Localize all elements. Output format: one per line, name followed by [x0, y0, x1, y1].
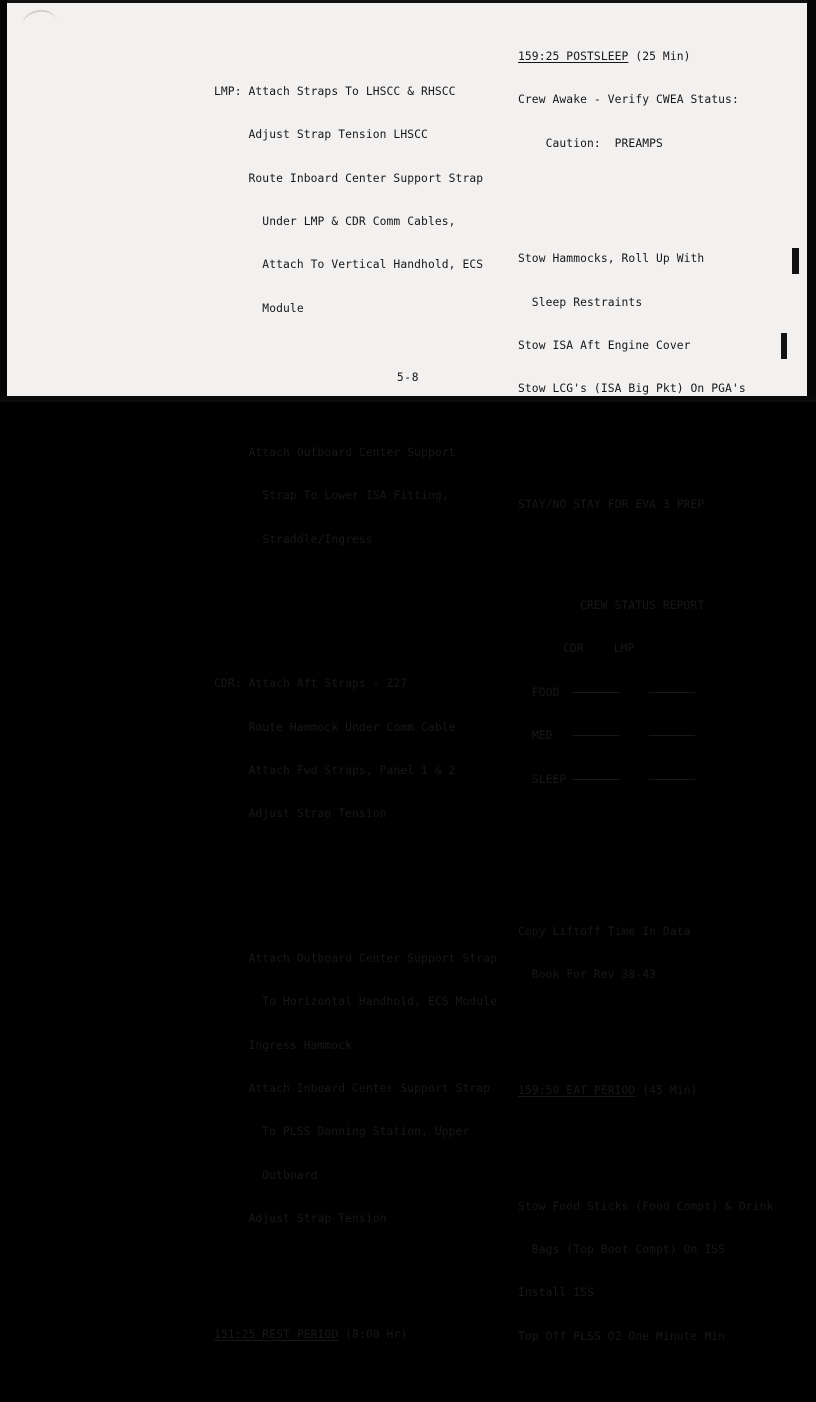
- lmp-outboard-line-2: Strap To Lower ISA Fitting,: [214, 489, 449, 503]
- cdr-support-straps-block: [214, 923, 497, 1255]
- row-label-med: MED: [531, 729, 553, 743]
- stow-line-4: Stow LCG's (ISA Big Pkt) On PGA's: [518, 382, 746, 396]
- scan-edge-left: [0, 0, 7, 402]
- postsleep-line-2: Caution: PREAMPS: [518, 136, 663, 150]
- right-column: [518, 21, 773, 1402]
- rest-period-duration: (8:00 Hr): [338, 1327, 408, 1341]
- stow-line-3: Stow ISA Aft Engine Cover: [518, 338, 691, 352]
- postsleep-line-1: Crew Awake - Verify CWEA Status:: [518, 93, 739, 107]
- food-lmp-blank[interactable]: [649, 692, 695, 693]
- crew-status-report: [518, 570, 773, 816]
- lmp-line-1: LMP: Attach Straps To LHSCC & RHSCC: [214, 84, 456, 98]
- cdr-line-2: Route Hammock Under Comm Cable: [214, 720, 456, 734]
- cdr-support-line-2: To Horizontal Handhold, ECS Module: [214, 995, 497, 1009]
- cdr-support-line-1: Attach Outboard Center Support Strap: [214, 951, 497, 965]
- cdr-support-line-6: Outboard: [214, 1168, 318, 1182]
- lmp-line-2: Adjust Strap Tension LHSCC: [214, 128, 428, 142]
- lmp-line-6: Module: [214, 301, 304, 315]
- rest-period-heading: [214, 1328, 497, 1342]
- food-cdr-blank[interactable]: [573, 692, 619, 693]
- med-cdr-blank[interactable]: [573, 735, 619, 736]
- lmp-outboard-line-1: Attach Outboard Center Support: [214, 446, 456, 460]
- eat-period-time: 159:50 EAT PERIOD: [518, 1084, 636, 1098]
- lmp-line-4: Under LMP & CDR Comm Cables,: [214, 214, 456, 228]
- crew-status-report-title: CREW STATUS REPORT: [580, 599, 705, 613]
- lmp-outboard-strap-block: [214, 417, 497, 576]
- spacer-r3: [518, 859, 773, 867]
- eat-period-duration: (45 Min): [635, 1084, 698, 1098]
- scan-edge-top: [0, 0, 816, 3]
- scan-artifact-upper: [792, 248, 799, 274]
- eat-line-3: Install ISS: [518, 1286, 594, 1300]
- row-label-sleep: SLEEP: [531, 772, 567, 786]
- copy-liftoff-block: [518, 896, 773, 1012]
- column-header-lmp: LMP: [613, 642, 635, 656]
- crew-status-row-food: [518, 686, 773, 700]
- spacer-2: [214, 605, 497, 619]
- lmp-line-3: Route Inboard Center Support Strap: [214, 171, 484, 185]
- left-column: [214, 27, 497, 1371]
- cdr-support-line-4: Attach Inboard Center Support Strap: [214, 1082, 491, 1096]
- crew-status-row-med: [518, 729, 773, 743]
- med-lmp-blank[interactable]: [649, 735, 695, 736]
- eat-period-heading: [518, 1084, 773, 1098]
- crew-status-row-sleep: [518, 773, 773, 787]
- cdr-line-4: Adjust Strap Tension: [214, 807, 387, 821]
- scan-smudge: [21, 8, 57, 29]
- spacer-r2: [518, 455, 773, 469]
- page-number: 5-8: [396, 371, 420, 384]
- copy-liftoff-line-2: Book For Rev 38-43: [518, 968, 657, 982]
- cdr-support-line-5: To PLSS Donning Station, Upper: [214, 1125, 470, 1139]
- copy-liftoff-line-1: Copy Liftoff Time In Data: [518, 925, 691, 939]
- postsleep-duration: (25 Min): [628, 49, 691, 63]
- cdr-support-line-3: Ingress Hammock: [214, 1038, 353, 1052]
- cdr-line-3: Attach Fwd Straps, Panel 1 & 2: [214, 764, 456, 778]
- postsleep-heading: [518, 50, 773, 64]
- column-header-cdr: CDR: [563, 642, 584, 656]
- lmp-outboard-line-3: Straddle/Ingress: [214, 532, 373, 546]
- stow-line-2: Sleep Restraints: [518, 295, 643, 309]
- rest-period-time: 151:25 REST PERIOD: [214, 1327, 339, 1341]
- spacer-3: [214, 880, 497, 894]
- row-label-food: FOOD: [531, 685, 560, 699]
- stay-no-stay-line: STAY/NO STAY FOR EVA 3 PREP: [518, 497, 705, 511]
- cdr-support-line-7: Adjust Strap Tension: [214, 1212, 387, 1226]
- sleep-lmp-blank[interactable]: [649, 779, 695, 780]
- stow-block: [518, 223, 773, 425]
- spacer-4: [214, 1284, 497, 1298]
- lmp-attach-straps-block: [214, 56, 497, 345]
- eat-line-4: Top Off PLSS O2 One Minute Min: [518, 1329, 726, 1343]
- spacer-r1: [518, 180, 773, 194]
- spacer-r4: [518, 1041, 773, 1055]
- postsleep-time: 159:25 POSTSLEEP: [518, 49, 629, 63]
- sleep-cdr-blank[interactable]: [573, 779, 619, 780]
- scan-artifact-lower: [781, 333, 787, 359]
- scan-edge-right: [807, 0, 816, 402]
- eat-period-block: [518, 1171, 773, 1373]
- stow-line-1: Stow Hammocks, Roll Up With: [518, 252, 705, 266]
- crew-status-report-columns: [518, 642, 773, 656]
- cdr-attach-aft-straps-block: [214, 648, 497, 850]
- lmp-line-5: Attach To Vertical Handhold, ECS: [214, 258, 484, 272]
- eat-line-2: Bags (Top Boot Compt) On ISS: [518, 1242, 726, 1256]
- eat-line-1: Stow Food Sticks (Food Compt) & Drink: [518, 1199, 774, 1213]
- cdr-line-1: CDR: Attach Aft Straps - Z27: [214, 677, 408, 691]
- spacer-r5: [518, 1127, 773, 1141]
